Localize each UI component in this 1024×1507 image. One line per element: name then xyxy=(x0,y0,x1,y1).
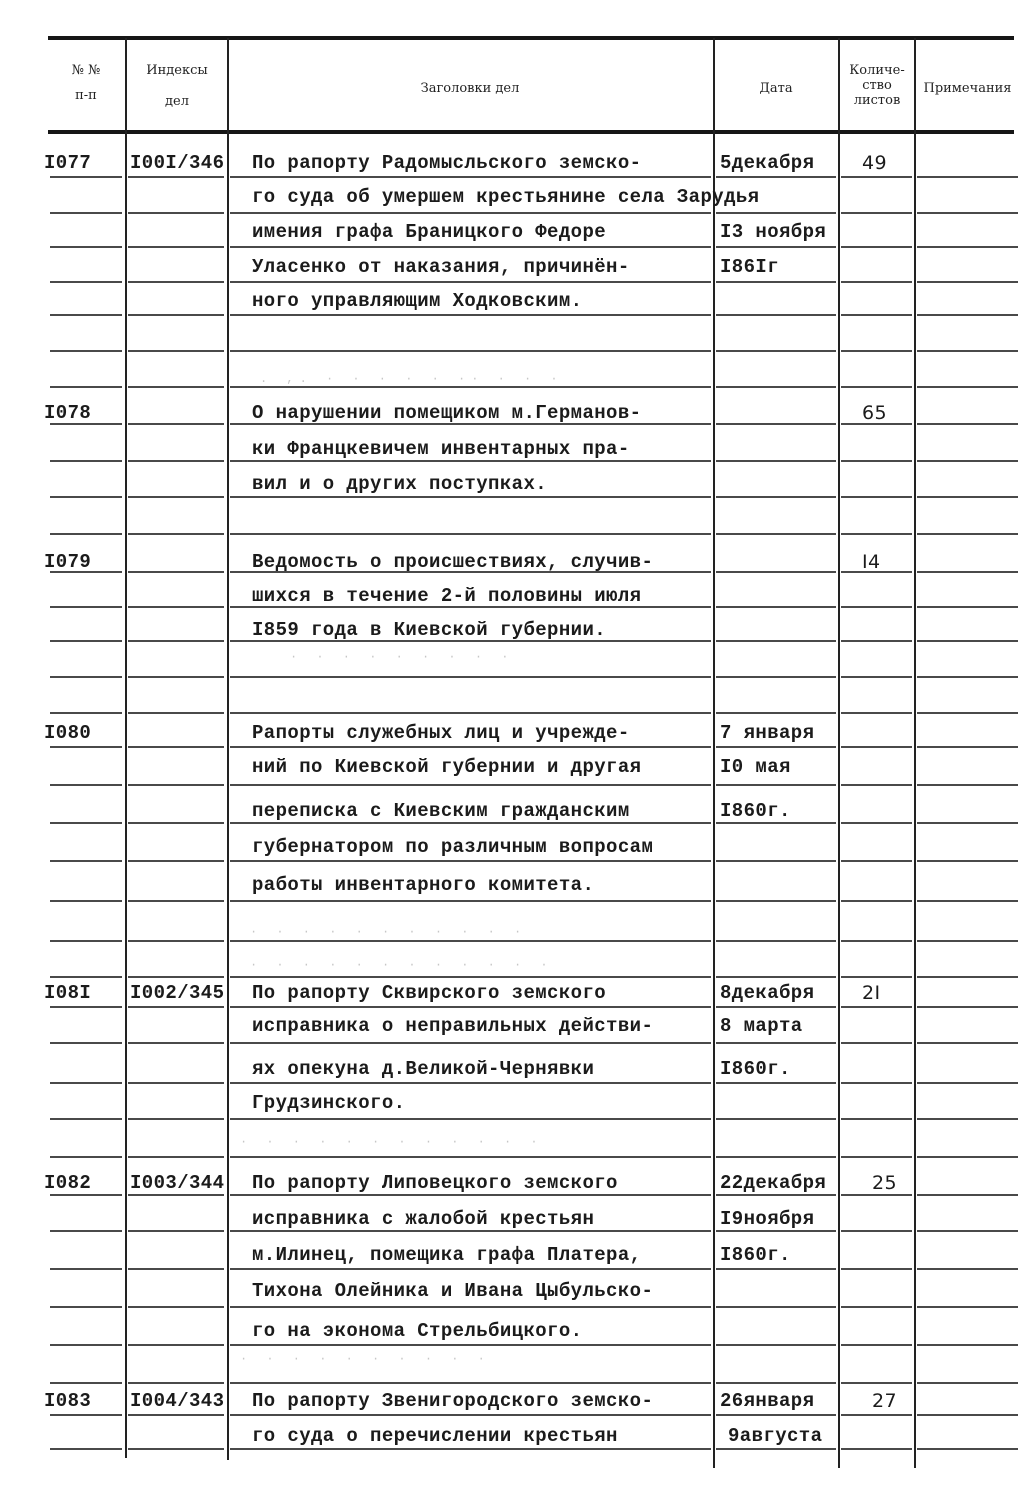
column-divider xyxy=(713,38,715,1468)
ruled-line xyxy=(917,1082,1018,1084)
ruled-line xyxy=(128,712,224,714)
ruled-line xyxy=(128,900,224,902)
ruled-line xyxy=(128,1118,224,1120)
ruled-line xyxy=(716,1448,836,1450)
entry-date-line: I860г. xyxy=(720,800,791,822)
ruled-line xyxy=(716,246,836,248)
ruled-line xyxy=(128,860,224,862)
ruled-line xyxy=(128,1414,224,1416)
entry-title-line: го на эконома Стрельбицкого. xyxy=(252,1320,583,1342)
ruled-line xyxy=(128,350,224,352)
ruled-line xyxy=(917,676,1018,678)
ruled-line xyxy=(716,460,836,462)
entry-title-line: ях опекуна д.Великой-Чернявки xyxy=(252,1058,595,1080)
ruled-line xyxy=(230,1382,711,1384)
ruled-line xyxy=(50,976,122,978)
ruled-line xyxy=(230,1268,711,1270)
entry-title-line: переписка с Киевским гражданским xyxy=(252,800,630,822)
ruled-line xyxy=(917,1448,1018,1450)
ruled-line xyxy=(716,423,836,425)
ruled-line xyxy=(50,1230,122,1232)
ruled-line xyxy=(716,900,836,902)
entry-index: I00I/346 xyxy=(130,152,225,174)
ruled-line xyxy=(50,212,122,214)
ruled-line xyxy=(230,533,711,535)
ruled-line xyxy=(230,746,711,748)
ruled-line xyxy=(230,1156,711,1158)
ruled-line xyxy=(230,900,711,902)
ruled-line xyxy=(716,1344,836,1346)
entry-title-line: Тихона Олейника и Ивана Цыбульско- xyxy=(252,1280,654,1302)
ruled-line xyxy=(50,1344,122,1346)
ruled-line xyxy=(716,822,836,824)
ruled-line xyxy=(716,1382,836,1384)
entry-title-line: Ведомость о происшествиях, случив- xyxy=(252,551,654,573)
ruled-line xyxy=(50,1268,122,1270)
entry-number: I079 xyxy=(44,551,92,573)
ruled-line xyxy=(230,1306,711,1308)
ruled-line xyxy=(841,496,912,498)
ruled-line xyxy=(716,533,836,535)
header-number-line: № № xyxy=(71,63,101,78)
ruled-line xyxy=(230,314,711,316)
ruled-line xyxy=(128,571,224,573)
ruled-line xyxy=(230,676,711,678)
ruled-line xyxy=(917,1118,1018,1120)
entry-title-line: Уласенко от наказания, причинён- xyxy=(252,256,630,278)
ruled-line xyxy=(917,212,1018,214)
ruled-line xyxy=(128,386,224,388)
header-number xyxy=(50,62,122,104)
ruled-line xyxy=(917,784,1018,786)
ruled-line xyxy=(841,1382,912,1384)
ruled-line xyxy=(716,350,836,352)
entry-title-line: го суда о перечислении крестьян xyxy=(252,1425,618,1447)
ruled-line xyxy=(50,281,122,283)
ruled-line xyxy=(50,1082,122,1084)
ruled-line xyxy=(230,1006,711,1008)
ruled-line xyxy=(841,386,912,388)
entry-title-line: По рапорту Радомысльского земско- xyxy=(252,152,642,174)
ruled-line xyxy=(230,1042,711,1044)
ruled-line xyxy=(841,1118,912,1120)
entry-title-line: По рапорту Липовецкого земского xyxy=(252,1172,618,1194)
ruled-line xyxy=(917,940,1018,942)
ruled-line xyxy=(50,496,122,498)
ruled-line xyxy=(841,676,912,678)
ruled-line xyxy=(841,784,912,786)
ruled-line xyxy=(716,976,836,978)
ruled-line xyxy=(230,1082,711,1084)
bleed-through-text: · · · · · · · · · · · xyxy=(250,925,528,939)
ruled-line xyxy=(716,606,836,608)
header-date: Дата xyxy=(759,81,793,96)
ruled-line xyxy=(716,1006,836,1008)
top-rule xyxy=(48,36,1014,40)
bleed-through-text: · · · · · · · · · · xyxy=(240,1352,491,1366)
ruled-line xyxy=(841,460,912,462)
ruled-line xyxy=(50,822,122,824)
ruled-line xyxy=(50,176,122,178)
ruled-line xyxy=(917,246,1018,248)
ruled-line xyxy=(917,900,1018,902)
ruled-line xyxy=(841,1268,912,1270)
ruled-line xyxy=(841,606,912,608)
ruled-line xyxy=(230,1118,711,1120)
entry-date-line: I860г. xyxy=(720,1058,791,1080)
ruled-line xyxy=(917,1194,1018,1196)
ruled-line xyxy=(716,860,836,862)
ruled-line xyxy=(50,676,122,678)
header-index xyxy=(128,62,226,110)
entry-title-line: м.Илинец, помещика графа Платера, xyxy=(252,1244,642,1266)
ruled-line xyxy=(128,784,224,786)
ruled-line xyxy=(230,176,711,178)
ruled-line xyxy=(50,246,122,248)
entry-sheet-count: 49 xyxy=(862,152,887,174)
bleed-through-text: · · · · · · · · · · · · xyxy=(240,1135,544,1149)
ruled-line xyxy=(230,350,711,352)
ruled-line xyxy=(128,606,224,608)
ruled-line xyxy=(917,860,1018,862)
header-number-line: п-п xyxy=(75,88,97,103)
ruled-line xyxy=(716,1306,836,1308)
ruled-line xyxy=(230,1230,711,1232)
ruled-line xyxy=(128,496,224,498)
ruled-line xyxy=(841,712,912,714)
ruled-line xyxy=(841,822,912,824)
ruled-line xyxy=(50,746,122,748)
ruled-line xyxy=(128,1006,224,1008)
ruled-line xyxy=(128,460,224,462)
entry-date-line: 22декабря xyxy=(720,1172,827,1194)
ruled-line xyxy=(50,1042,122,1044)
ruled-line xyxy=(716,1156,836,1158)
ruled-line xyxy=(917,281,1018,283)
ruled-line xyxy=(716,314,836,316)
ruled-line xyxy=(841,533,912,535)
ruled-line xyxy=(50,900,122,902)
ruled-line xyxy=(716,1118,836,1120)
ruled-line xyxy=(716,940,836,942)
ruled-line xyxy=(50,1194,122,1196)
header-count-line: Количе- xyxy=(849,63,905,78)
ruled-line xyxy=(841,1414,912,1416)
entry-title-line: Грудзинского. xyxy=(252,1092,406,1114)
ruled-line xyxy=(917,746,1018,748)
ruled-line xyxy=(716,496,836,498)
ruled-line xyxy=(230,1448,711,1450)
entry-title-line: исправника с жалобой крестьян xyxy=(252,1208,595,1230)
ruled-line xyxy=(841,1082,912,1084)
entry-title-line: По рапорту Звенигородского земско- xyxy=(252,1390,654,1412)
ruled-line xyxy=(716,1042,836,1044)
ruled-line xyxy=(917,1414,1018,1416)
ruled-line xyxy=(917,386,1018,388)
entry-sheet-count: 25 xyxy=(872,1172,897,1194)
ruled-line xyxy=(230,460,711,462)
ruled-line xyxy=(841,1042,912,1044)
entry-title-line: го суда об умершем крестьянине села Зарудья xyxy=(252,186,760,208)
entry-date-line: I86Iг xyxy=(720,256,780,278)
ruled-line xyxy=(716,1268,836,1270)
entry-title-line: шихся в течение 2-й половины июля xyxy=(252,585,642,607)
ruled-line xyxy=(841,314,912,316)
ruled-line xyxy=(716,1194,836,1196)
entry-title-line: О нарушении помещиком м.Германов- xyxy=(252,402,642,424)
ruled-line xyxy=(917,1156,1018,1158)
ruled-line xyxy=(841,1006,912,1008)
ruled-line xyxy=(917,1230,1018,1232)
ruled-line xyxy=(917,350,1018,352)
ruled-line xyxy=(50,1306,122,1308)
ruled-line xyxy=(716,1082,836,1084)
ruled-line xyxy=(917,314,1018,316)
ruled-line xyxy=(128,1042,224,1044)
ruled-line xyxy=(50,640,122,642)
entry-number: I082 xyxy=(44,1172,92,1194)
ruled-line xyxy=(128,1268,224,1270)
entry-date-line: 8декабря xyxy=(720,982,815,1004)
ruled-line xyxy=(917,1382,1018,1384)
entry-title-line: ного управляющим Ходковским. xyxy=(252,290,583,312)
entry-number: I083 xyxy=(44,1390,92,1412)
ruled-line xyxy=(128,676,224,678)
ruled-line xyxy=(230,940,711,942)
entry-date-line: 7 января xyxy=(720,722,815,744)
ruled-line xyxy=(841,1306,912,1308)
entry-title-line: Рапорты служебных лиц и учрежде- xyxy=(252,722,630,744)
entry-sheet-count: 27 xyxy=(872,1390,897,1412)
entry-date-line: 9августа xyxy=(728,1425,823,1447)
entry-title-line: ки Францкевичем инвентарных пра- xyxy=(252,438,630,460)
ruled-line xyxy=(917,1042,1018,1044)
entry-index: I002/345 xyxy=(130,982,225,1004)
ruled-line xyxy=(230,212,711,214)
ruled-line xyxy=(841,1344,912,1346)
ruled-line xyxy=(230,1414,711,1416)
entry-sheet-count: 65 xyxy=(862,402,887,424)
ruled-line xyxy=(716,176,836,178)
ruled-line xyxy=(841,900,912,902)
ruled-line xyxy=(230,496,711,498)
ruled-line xyxy=(230,784,711,786)
entry-date-line: I0 мая xyxy=(720,756,791,778)
ruled-line xyxy=(841,746,912,748)
ruled-line xyxy=(128,1382,224,1384)
entry-date-line: 8 марта xyxy=(720,1015,803,1037)
ruled-line xyxy=(917,1306,1018,1308)
entry-title-line: вил и о других поступках. xyxy=(252,473,548,495)
ruled-line xyxy=(128,212,224,214)
ruled-line xyxy=(50,386,122,388)
bleed-through-text: · · · · · · · · · xyxy=(290,650,515,664)
bleed-through-text: · · · · · · · · · · · · xyxy=(250,958,554,972)
ruled-line xyxy=(716,784,836,786)
ruled-line xyxy=(230,976,711,978)
ruled-line xyxy=(50,1118,122,1120)
header-index-line: дел xyxy=(165,94,189,109)
ruled-line xyxy=(716,1230,836,1232)
ruled-line xyxy=(716,281,836,283)
ruled-line xyxy=(128,746,224,748)
header-sheet-count xyxy=(840,63,914,108)
entry-index: I003/344 xyxy=(130,1172,225,1194)
ruled-line xyxy=(50,314,122,316)
header-index-line: Индексы xyxy=(146,63,208,78)
ruled-line xyxy=(50,1006,122,1008)
ruled-line xyxy=(841,860,912,862)
ruled-line xyxy=(128,1344,224,1346)
ruled-line xyxy=(128,640,224,642)
entry-title-line: имения графа Браницкого Федоре xyxy=(252,221,607,243)
ruled-line xyxy=(128,1082,224,1084)
ruled-line xyxy=(128,1156,224,1158)
ruled-line xyxy=(50,1156,122,1158)
ruled-line xyxy=(841,976,912,978)
ruled-line xyxy=(128,314,224,316)
ruled-line xyxy=(230,712,711,714)
ruled-line xyxy=(917,1344,1018,1346)
bleed-through-text: . ,. · · · · · ·· · · · xyxy=(260,372,564,386)
header-notes: Примечания xyxy=(923,81,1012,96)
ruled-line xyxy=(716,212,836,214)
ruled-line xyxy=(230,1194,711,1196)
ruled-line xyxy=(230,386,711,388)
ruled-line xyxy=(841,940,912,942)
ruled-line xyxy=(917,176,1018,178)
ruled-line xyxy=(230,281,711,283)
ruled-line xyxy=(50,350,122,352)
entry-date-line: 5декабря xyxy=(720,152,815,174)
entry-date-line: 26января xyxy=(720,1390,815,1412)
entry-sheet-count: 2I xyxy=(862,982,881,1004)
ruled-line xyxy=(841,212,912,214)
ruled-line xyxy=(716,1414,836,1416)
ruled-line xyxy=(841,350,912,352)
ruled-line xyxy=(50,1414,122,1416)
header-count-line: ство xyxy=(862,78,892,93)
ruled-line xyxy=(128,1306,224,1308)
ruled-line xyxy=(50,784,122,786)
ruled-line xyxy=(841,246,912,248)
ruled-line xyxy=(841,1448,912,1450)
ruled-line xyxy=(128,940,224,942)
entry-title-line: работы инвентарного комитета. xyxy=(252,874,595,896)
ruled-line xyxy=(128,1448,224,1450)
ruled-line xyxy=(917,460,1018,462)
entry-index: I004/343 xyxy=(130,1390,225,1412)
entry-title-line: По рапорту Сквирского земского xyxy=(252,982,607,1004)
entry-title-line: исправника о неправильных действи- xyxy=(252,1015,654,1037)
ruled-line xyxy=(50,1448,122,1450)
ruled-line xyxy=(50,860,122,862)
ruled-line xyxy=(230,860,711,862)
ruled-line xyxy=(50,606,122,608)
ruled-line xyxy=(230,246,711,248)
ruled-line xyxy=(716,746,836,748)
ruled-line xyxy=(128,281,224,283)
ruled-line xyxy=(841,1156,912,1158)
entry-date-line: I860г. xyxy=(720,1244,791,1266)
entry-title-line: ний по Киевской губернии и другая xyxy=(252,756,642,778)
ruled-line xyxy=(50,712,122,714)
column-divider xyxy=(914,38,916,1468)
ruled-line xyxy=(917,423,1018,425)
ruled-line xyxy=(917,606,1018,608)
entry-date-line: I9ноября xyxy=(720,1208,815,1230)
ruled-line xyxy=(128,246,224,248)
ruled-line xyxy=(128,1230,224,1232)
ruled-line xyxy=(716,386,836,388)
ruled-line xyxy=(128,822,224,824)
ruled-line xyxy=(841,281,912,283)
ruled-line xyxy=(841,1230,912,1232)
ruled-line xyxy=(917,533,1018,535)
ruled-line xyxy=(128,423,224,425)
entry-number: I08I xyxy=(44,982,92,1004)
ruled-line xyxy=(841,640,912,642)
entry-sheet-count: I4 xyxy=(862,551,881,573)
ruled-line xyxy=(128,976,224,978)
ruled-line xyxy=(841,1194,912,1196)
entry-title-line: I859 года в Киевской губернии. xyxy=(252,619,607,641)
entry-number: I080 xyxy=(44,722,92,744)
ruled-line xyxy=(716,676,836,678)
entry-number: I078 xyxy=(44,402,92,424)
ruled-line xyxy=(917,976,1018,978)
ruled-line xyxy=(716,640,836,642)
ruled-line xyxy=(917,822,1018,824)
column-divider xyxy=(125,38,127,1458)
ruled-line xyxy=(917,1006,1018,1008)
ruled-line xyxy=(716,571,836,573)
ruled-line xyxy=(128,176,224,178)
ruled-line xyxy=(841,176,912,178)
entry-date-line: I3 ноября xyxy=(720,221,827,243)
ruled-line xyxy=(50,1382,122,1384)
header-rule xyxy=(48,130,1014,134)
ruled-line xyxy=(917,1268,1018,1270)
entry-number: I077 xyxy=(44,152,92,174)
ruled-line xyxy=(230,1344,711,1346)
header-count-line: листов xyxy=(853,93,901,108)
ruled-line xyxy=(917,640,1018,642)
ruled-line xyxy=(50,940,122,942)
ruled-line xyxy=(50,533,122,535)
ruled-line xyxy=(128,1194,224,1196)
header-title: Заголовки дел xyxy=(420,81,520,96)
ruled-line xyxy=(50,460,122,462)
column-divider xyxy=(838,38,840,1468)
ruled-line xyxy=(128,533,224,535)
ruled-line xyxy=(917,571,1018,573)
ruled-line xyxy=(716,712,836,714)
ruled-line xyxy=(230,822,711,824)
ruled-line xyxy=(917,712,1018,714)
entry-title-line: губернатором по различным вопросам xyxy=(252,836,654,858)
ruled-line xyxy=(917,496,1018,498)
column-divider xyxy=(227,38,229,1460)
